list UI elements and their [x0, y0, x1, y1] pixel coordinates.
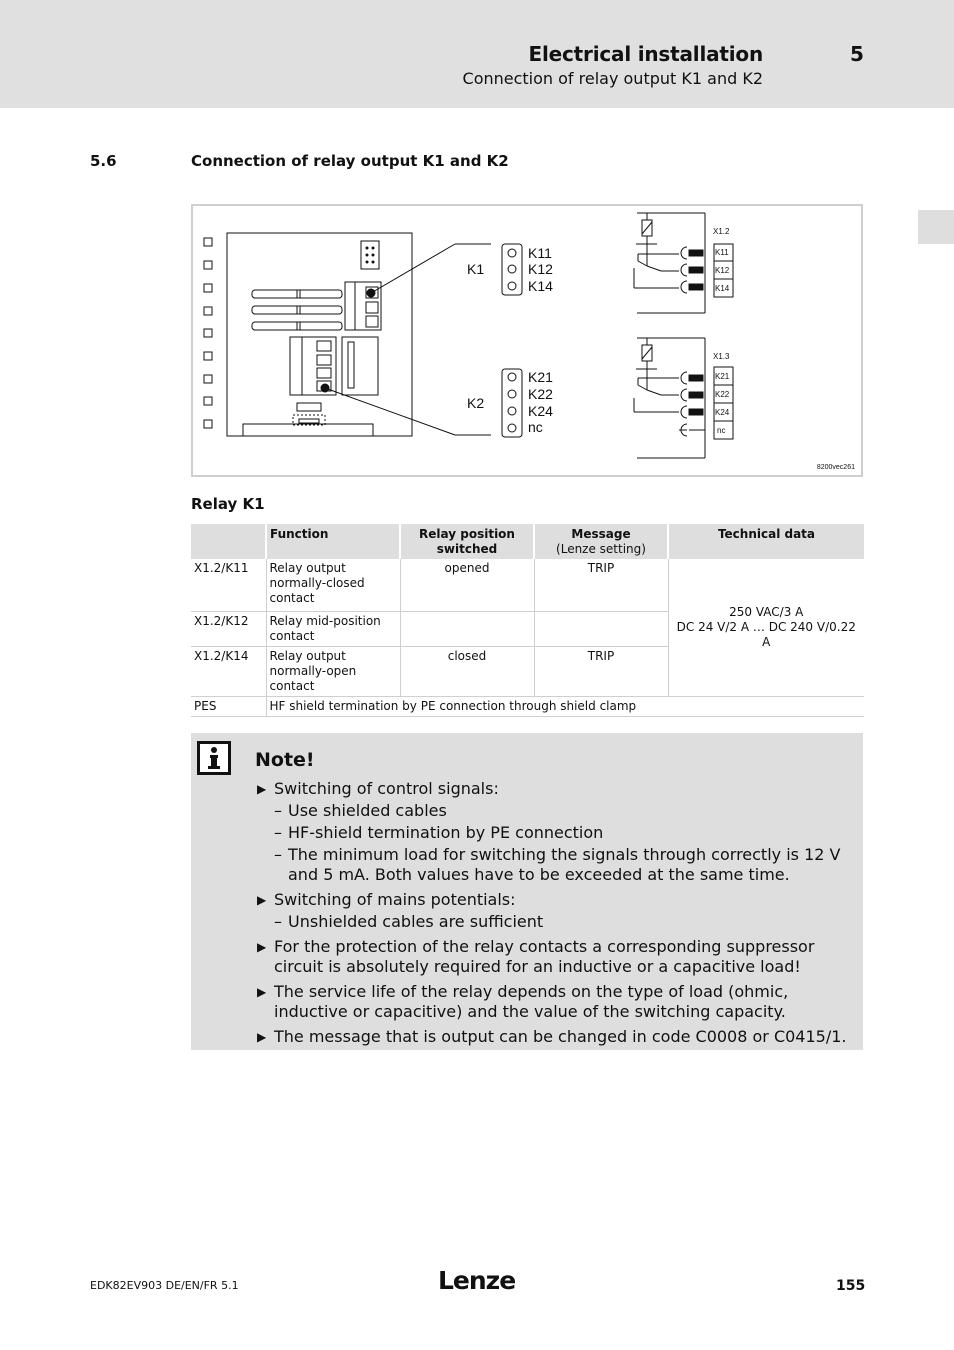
cell-position — [400, 611, 534, 646]
table-row — [191, 559, 864, 611]
table-row-pes — [191, 696, 864, 716]
k1-label: K1 — [467, 261, 485, 277]
note-bullet — [257, 937, 857, 977]
note-subitem: – Unshielded cables are sufficient — [274, 912, 544, 931]
info-icon — [197, 741, 231, 775]
x12-pin-label: K11 — [715, 248, 729, 257]
k2-pin-label: K22 — [528, 386, 553, 402]
cell-terminal: X1.2/K14 — [191, 646, 266, 696]
k1-pin-label: K11 — [528, 245, 552, 261]
cell-terminal: PES — [191, 696, 266, 716]
cell-position: closed — [400, 646, 534, 696]
page-number: 155 — [836, 1278, 866, 1294]
cell-function: Relay output normally-open contact — [266, 646, 400, 696]
x12-pin-label: K12 — [715, 266, 730, 275]
cell-message — [534, 611, 668, 646]
figure-code: 8200vec261 — [816, 464, 855, 471]
relay-table — [191, 524, 864, 717]
cell-message: TRIP — [534, 559, 668, 611]
note-subitem: – The minimum load for switching the signals through correctly is 12 V and 5 mA. Both values have to be exceeded at the same time. — [274, 845, 841, 884]
header-title: Electrical installation — [528, 42, 763, 66]
x12-pin-label: K14 — [715, 284, 730, 293]
header-tech: Technical data — [668, 524, 864, 559]
cell-position: opened — [400, 559, 534, 611]
top-connector — [361, 241, 379, 269]
k2-label: K2 — [467, 395, 485, 411]
bullet-text: The message that is output can be changed in code C0008 or C0415/1. — [274, 1027, 847, 1046]
k2-pin-label: K24 — [528, 403, 553, 419]
note-bullet — [257, 890, 857, 932]
terminal-squares — [204, 238, 212, 428]
page-header — [0, 0, 954, 108]
subitem-text: Use shielded cables — [288, 801, 447, 820]
k2-plug — [502, 369, 522, 437]
bullet-arrow-icon: ▶ — [257, 940, 267, 954]
bullet-arrow-icon: ▶ — [257, 893, 267, 907]
note-bullet — [257, 779, 857, 885]
cell-function: Relay mid-position contact — [266, 611, 400, 646]
bullet-arrow-icon: ▶ — [257, 1030, 267, 1044]
subitem-text: Unshielded cables are sufficient — [288, 912, 544, 931]
bullet-text: Switching of control signals: — [274, 779, 499, 798]
bullet-arrow-icon: ▶ — [257, 782, 267, 796]
bullet-text: Switching of mains potentials: — [274, 890, 516, 909]
k1-pin-label: K14 — [528, 278, 553, 294]
relay-heading: Relay K1 — [191, 495, 265, 513]
k1-callout — [371, 244, 455, 293]
chapter-side-tab — [918, 210, 954, 244]
note-list — [257, 779, 857, 1052]
cell-message: TRIP — [534, 646, 668, 696]
relay-wiring-figure — [191, 204, 863, 477]
k1-terminal-block — [345, 282, 381, 330]
k1-plug — [502, 244, 522, 295]
subitem-text: The minimum load for switching the signals through correctly is 12 V and 5 mA. Both values have to be exceeded at the same time. — [288, 845, 841, 884]
k2-callout — [325, 388, 455, 435]
cell-terminal: X1.2/K11 — [191, 559, 266, 611]
table-header-row — [191, 524, 864, 559]
note-box — [191, 733, 863, 1050]
header-position: Relay position switched — [400, 524, 534, 559]
control-board — [227, 233, 412, 436]
note-bullet — [257, 982, 857, 1022]
header-message-note: (Lenze setting) — [556, 542, 646, 556]
header-message — [534, 524, 668, 559]
wiring-diagram — [193, 206, 861, 475]
note-title: Note! — [255, 749, 315, 771]
x12-label: X1.2 — [713, 227, 730, 236]
board-bottom-edge — [243, 424, 373, 436]
cell-pes-text: HF shield termination by PE connection through shield clamp — [266, 696, 864, 716]
x13-pin-label: K21 — [715, 372, 730, 381]
bullet-text: The service life of the relay depends on the type of load (ohmic, inductive or capacitive) and the value of the switching capacity. — [274, 982, 789, 1021]
section-title: Connection of relay output K1 and K2 — [191, 152, 509, 170]
note-bullet — [257, 1027, 857, 1047]
x13-pin-label: nc — [717, 426, 726, 435]
board-slots — [252, 290, 342, 330]
k2-pin-label: nc — [528, 419, 543, 435]
x13-pin-label: K24 — [715, 408, 730, 417]
bullet-arrow-icon: ▶ — [257, 985, 267, 999]
header-function: Function — [266, 524, 400, 559]
header-subtitle: Connection of relay output K1 and K2 — [462, 69, 763, 88]
cell-tech — [668, 559, 864, 696]
lenze-logo: Lenze — [438, 1266, 516, 1295]
section-number: 5.6 — [90, 152, 117, 170]
note-subitem: – HF-shield termination by PE connection — [274, 823, 604, 842]
header-message-label: Message — [571, 527, 631, 541]
bullet-text: For the protection of the relay contacts a corresponding suppressor circuit is absolutely required for an inductive or a capacitive load! — [274, 937, 815, 976]
document-code: EDK82EV903 DE/EN/FR 5.1 — [90, 1279, 239, 1292]
chapter-number: 5 — [850, 42, 864, 66]
cell-terminal: X1.2/K12 — [191, 611, 266, 646]
x13-label: X1.3 — [713, 352, 730, 361]
subitem-text: HF-shield termination by PE connection — [288, 823, 604, 842]
cell-function: Relay output normally-closed contact — [266, 559, 400, 611]
note-subitem: – Use shielded cables — [274, 801, 447, 820]
tech-line: 250 VAC/3 A — [729, 604, 804, 619]
tech-line: DC 24 V/2 A … DC 240 V/0.22 A — [676, 619, 856, 649]
x13-pin-label: K22 — [715, 390, 730, 399]
k2-pin-label: K21 — [528, 369, 553, 385]
header-terminal — [191, 524, 266, 559]
side-connector — [342, 337, 378, 395]
k1-pin-label: K12 — [528, 261, 553, 277]
